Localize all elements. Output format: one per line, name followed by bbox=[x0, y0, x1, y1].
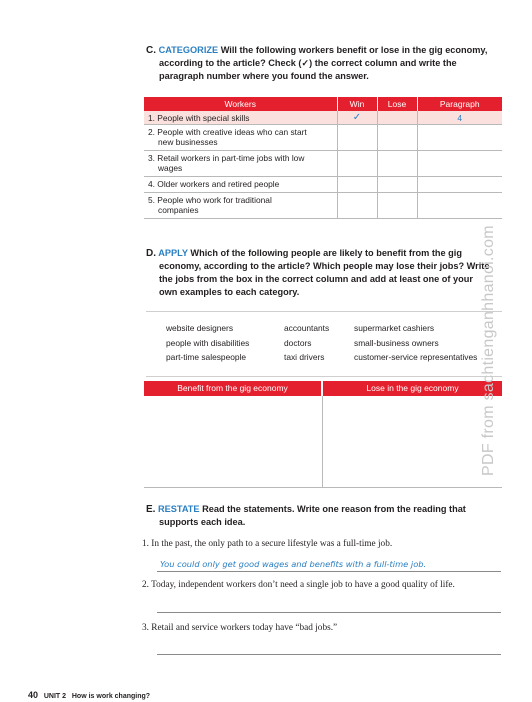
word-box bbox=[146, 311, 502, 377]
section-e-keyword: RESTATE bbox=[158, 504, 200, 514]
table-row bbox=[144, 125, 502, 151]
unit-label: UNIT 2 bbox=[43, 693, 67, 700]
section-c-letter: C. bbox=[146, 45, 156, 56]
worker-text: 4. Older workers and retired people bbox=[148, 179, 280, 189]
worker-text: 3. Retail workers in part-time jobs with low bbox=[148, 153, 305, 163]
paragraph-cell[interactable] bbox=[417, 125, 502, 151]
worker-cell bbox=[144, 111, 337, 125]
statement-1: 1. In the past, the only path to a secure lifestyle was a full-time job. bbox=[142, 539, 393, 549]
win-cell[interactable] bbox=[337, 177, 377, 193]
worker-text: 2. People with creative ideas who can start bbox=[148, 127, 307, 137]
header-paragraph: Paragraph bbox=[417, 97, 502, 111]
word-item: customer-service representatives bbox=[354, 352, 478, 362]
word-item: accountants bbox=[284, 323, 330, 333]
win-cell[interactable] bbox=[337, 151, 377, 177]
worker-cell bbox=[144, 125, 337, 151]
answer-line-1[interactable] bbox=[157, 571, 501, 572]
word-column-2 bbox=[284, 321, 329, 365]
watermark-text: PDF from sachtienganhhanoi.com bbox=[480, 225, 497, 476]
lose-column-area[interactable] bbox=[323, 396, 502, 487]
word-column-3 bbox=[354, 321, 477, 365]
paragraph-cell[interactable]: 4 bbox=[417, 111, 502, 125]
worker-cell bbox=[144, 193, 337, 219]
worker-text-cont: new businesses bbox=[158, 137, 218, 147]
statement-3: 3. Retail and service workers today have “bad jobs.” bbox=[142, 623, 338, 633]
section-d-line3: the jobs from the box in the correct column and add at least one of your bbox=[159, 274, 473, 284]
page-footer bbox=[28, 690, 150, 700]
worker-cell bbox=[144, 151, 337, 177]
categorize-table bbox=[144, 97, 502, 219]
section-e-instructions bbox=[146, 503, 506, 529]
lose-cell[interactable] bbox=[377, 193, 417, 219]
header-win: Win bbox=[337, 97, 377, 111]
section-d-line2: economy, according to the article? Which people may lose their jobs? Write bbox=[159, 261, 490, 271]
table-row bbox=[144, 151, 502, 177]
worker-text: 1. People with special skills bbox=[148, 113, 250, 123]
answer-1: You could only get good wages and benefits with a full-time job. bbox=[160, 559, 427, 569]
lose-cell[interactable] bbox=[377, 125, 417, 151]
word-column-1 bbox=[166, 321, 249, 365]
word-item: small-business owners bbox=[354, 337, 439, 348]
header-benefit: Benefit from the gig economy bbox=[144, 381, 321, 396]
header-lose-gig: Lose in the gig economy bbox=[323, 381, 502, 396]
paragraph-cell[interactable] bbox=[417, 151, 502, 177]
word-item: people with disabilities bbox=[166, 337, 250, 348]
answer-line-2[interactable] bbox=[157, 612, 501, 613]
worker-text: 5. People who work for traditional bbox=[148, 195, 272, 205]
table-row bbox=[144, 177, 502, 193]
table-row bbox=[144, 193, 502, 219]
benefit-column-area[interactable] bbox=[144, 396, 321, 487]
word-item: part-time salespeople bbox=[166, 352, 247, 362]
section-d-keyword: APPLY bbox=[158, 248, 188, 258]
worker-cell bbox=[144, 177, 337, 193]
unit-title: How is work changing? bbox=[71, 693, 151, 700]
answer-line-3[interactable] bbox=[157, 654, 501, 655]
word-item: taxi drivers bbox=[284, 352, 325, 362]
apply-table bbox=[144, 381, 502, 488]
section-c-keyword: CATEGORIZE bbox=[158, 45, 219, 55]
section-e-line1: Read the statements. Write one reason from the reading that bbox=[202, 504, 466, 514]
section-d-instructions bbox=[146, 247, 506, 299]
section-e-line2: supports each idea. bbox=[159, 517, 246, 527]
section-d-line4: own examples to each category. bbox=[159, 287, 300, 297]
section-d-line1: Which of the following people are likely to benefit from the gig bbox=[190, 248, 462, 258]
page-number: 40 bbox=[28, 690, 39, 700]
lose-cell[interactable] bbox=[377, 111, 417, 125]
section-c-line2: according to the article? Check (✓) the correct column and write the bbox=[159, 58, 457, 68]
lose-cell[interactable] bbox=[377, 151, 417, 177]
header-workers: Workers bbox=[144, 97, 337, 111]
section-d-letter: D. bbox=[146, 248, 156, 259]
word-item: website designers bbox=[166, 323, 234, 333]
section-e-letter: E. bbox=[146, 504, 156, 515]
statement-2: 2. Today, independent workers don’t need a single job to have a good quality of life. bbox=[142, 580, 455, 590]
section-c-line3: paragraph number where you found the answer. bbox=[159, 71, 369, 81]
table-header bbox=[144, 97, 502, 111]
paragraph-cell[interactable] bbox=[417, 193, 502, 219]
word-item: doctors bbox=[284, 337, 312, 348]
table-row bbox=[144, 111, 502, 125]
win-cell[interactable]: ✓ bbox=[337, 111, 377, 125]
word-item: supermarket cashiers bbox=[354, 323, 435, 333]
section-c-line1: Will the following workers benefit or lose in the gig economy, bbox=[220, 45, 488, 55]
header-lose: Lose bbox=[377, 97, 417, 111]
section-c-instructions bbox=[146, 44, 506, 83]
paragraph-cell[interactable] bbox=[417, 177, 502, 193]
worker-text-cont: wages bbox=[158, 163, 183, 173]
win-cell[interactable] bbox=[337, 125, 377, 151]
win-cell[interactable] bbox=[337, 193, 377, 219]
lose-cell[interactable] bbox=[377, 177, 417, 193]
worker-text-cont: companies bbox=[158, 205, 199, 215]
